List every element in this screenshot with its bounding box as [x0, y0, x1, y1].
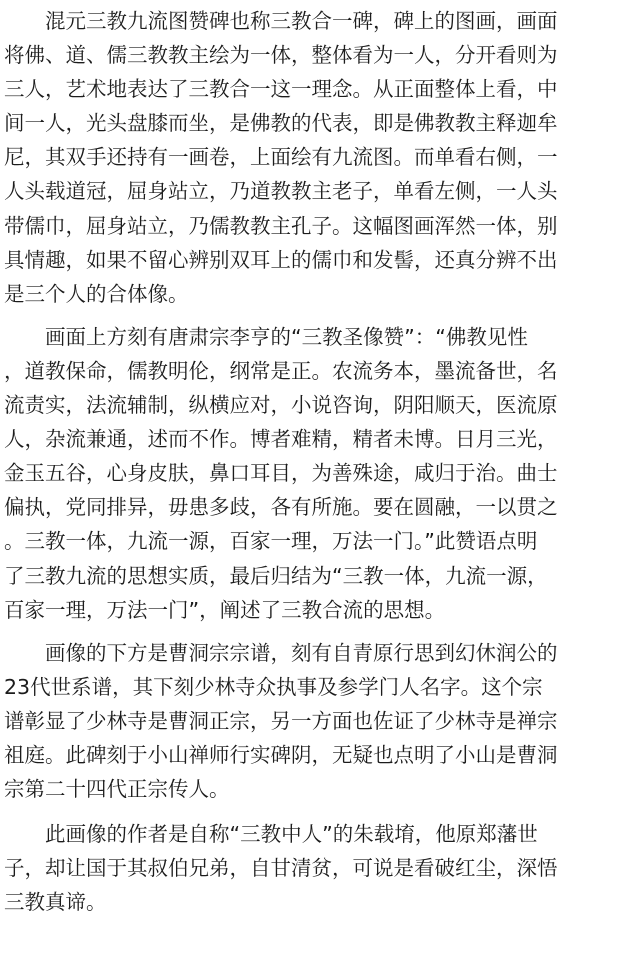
article-paragraph-4: 此画像的作者是自称“三教中人”的朱载堉，他原郑藩世 子，却让国于其叔伯兄弟，自甘清贫，可说是看破红尘，深悟 三教真谛。	[4, 822, 558, 915]
article-paragraph-3: 画像的下方是曹洞宗宗谱，刻有自青原行思到幻休润公的 23代世系谱，其下刻少林寺众执事及参学门人名字。这个宗 谱彰显了少林寺是曹洞正宗，另一方面也佐证了少林寺是禅宗 祖庭。此碑刻于小山禅师行实碑阴，无疑也点明了小山是曹洞 宗第二十四代正宗传人。	[4, 640, 558, 802]
article-paragraph-2: 画面上方刻有唐肃宗李亨的“三教圣像赞”：“佛教见性 ，道教保命，儒教明伦，纲常是正。农流务本，墨流备世，名 流责实，法流辅制，纵横应对，小说咨询，阴阳顺天，医流原 人，杂流兼通，述而不作。博者难精，精者未博。日月三光， 金玉五谷，心身皮肤，鼻口耳目，为善殊途，咸归于治。曲士 偏执，党同排异，毋患多歧，各有所施。要在圆融，一以贯之 。三教一体，九流一源，百家一理，万法一门。”此赞语点明 了三教九流的思想实质，最后归结为“三教一体，九流一源， 百家一理，万法一门”，阐述了三教合流的思想。	[4, 324, 558, 622]
article-paragraph-1: 混元三教九流图赞碑也称三教合一碑，碑上的图画，画面 将佛、道、儒三教教主绘为一体，整体看为一人，分开看则为 三人，艺术地表达了三教合一这一理念。从正面整体上看，中 间一人，光头盘膝而坐，是佛教的代表，即是佛教教主释迦牟 尼，其双手还持有一画卷，上面绘有九流图。而单看右侧，一 人头载道冠，屈身站立，乃道教教主老子，单看左侧，一人头 带儒巾，屈身站立，乃儒教教主孔子。这幅图画浑然一体，别 具情趣，如果不留心辨别双耳上的儒巾和发髻，还真分辨不出 是三个人的合体像。	[4, 9, 558, 306]
